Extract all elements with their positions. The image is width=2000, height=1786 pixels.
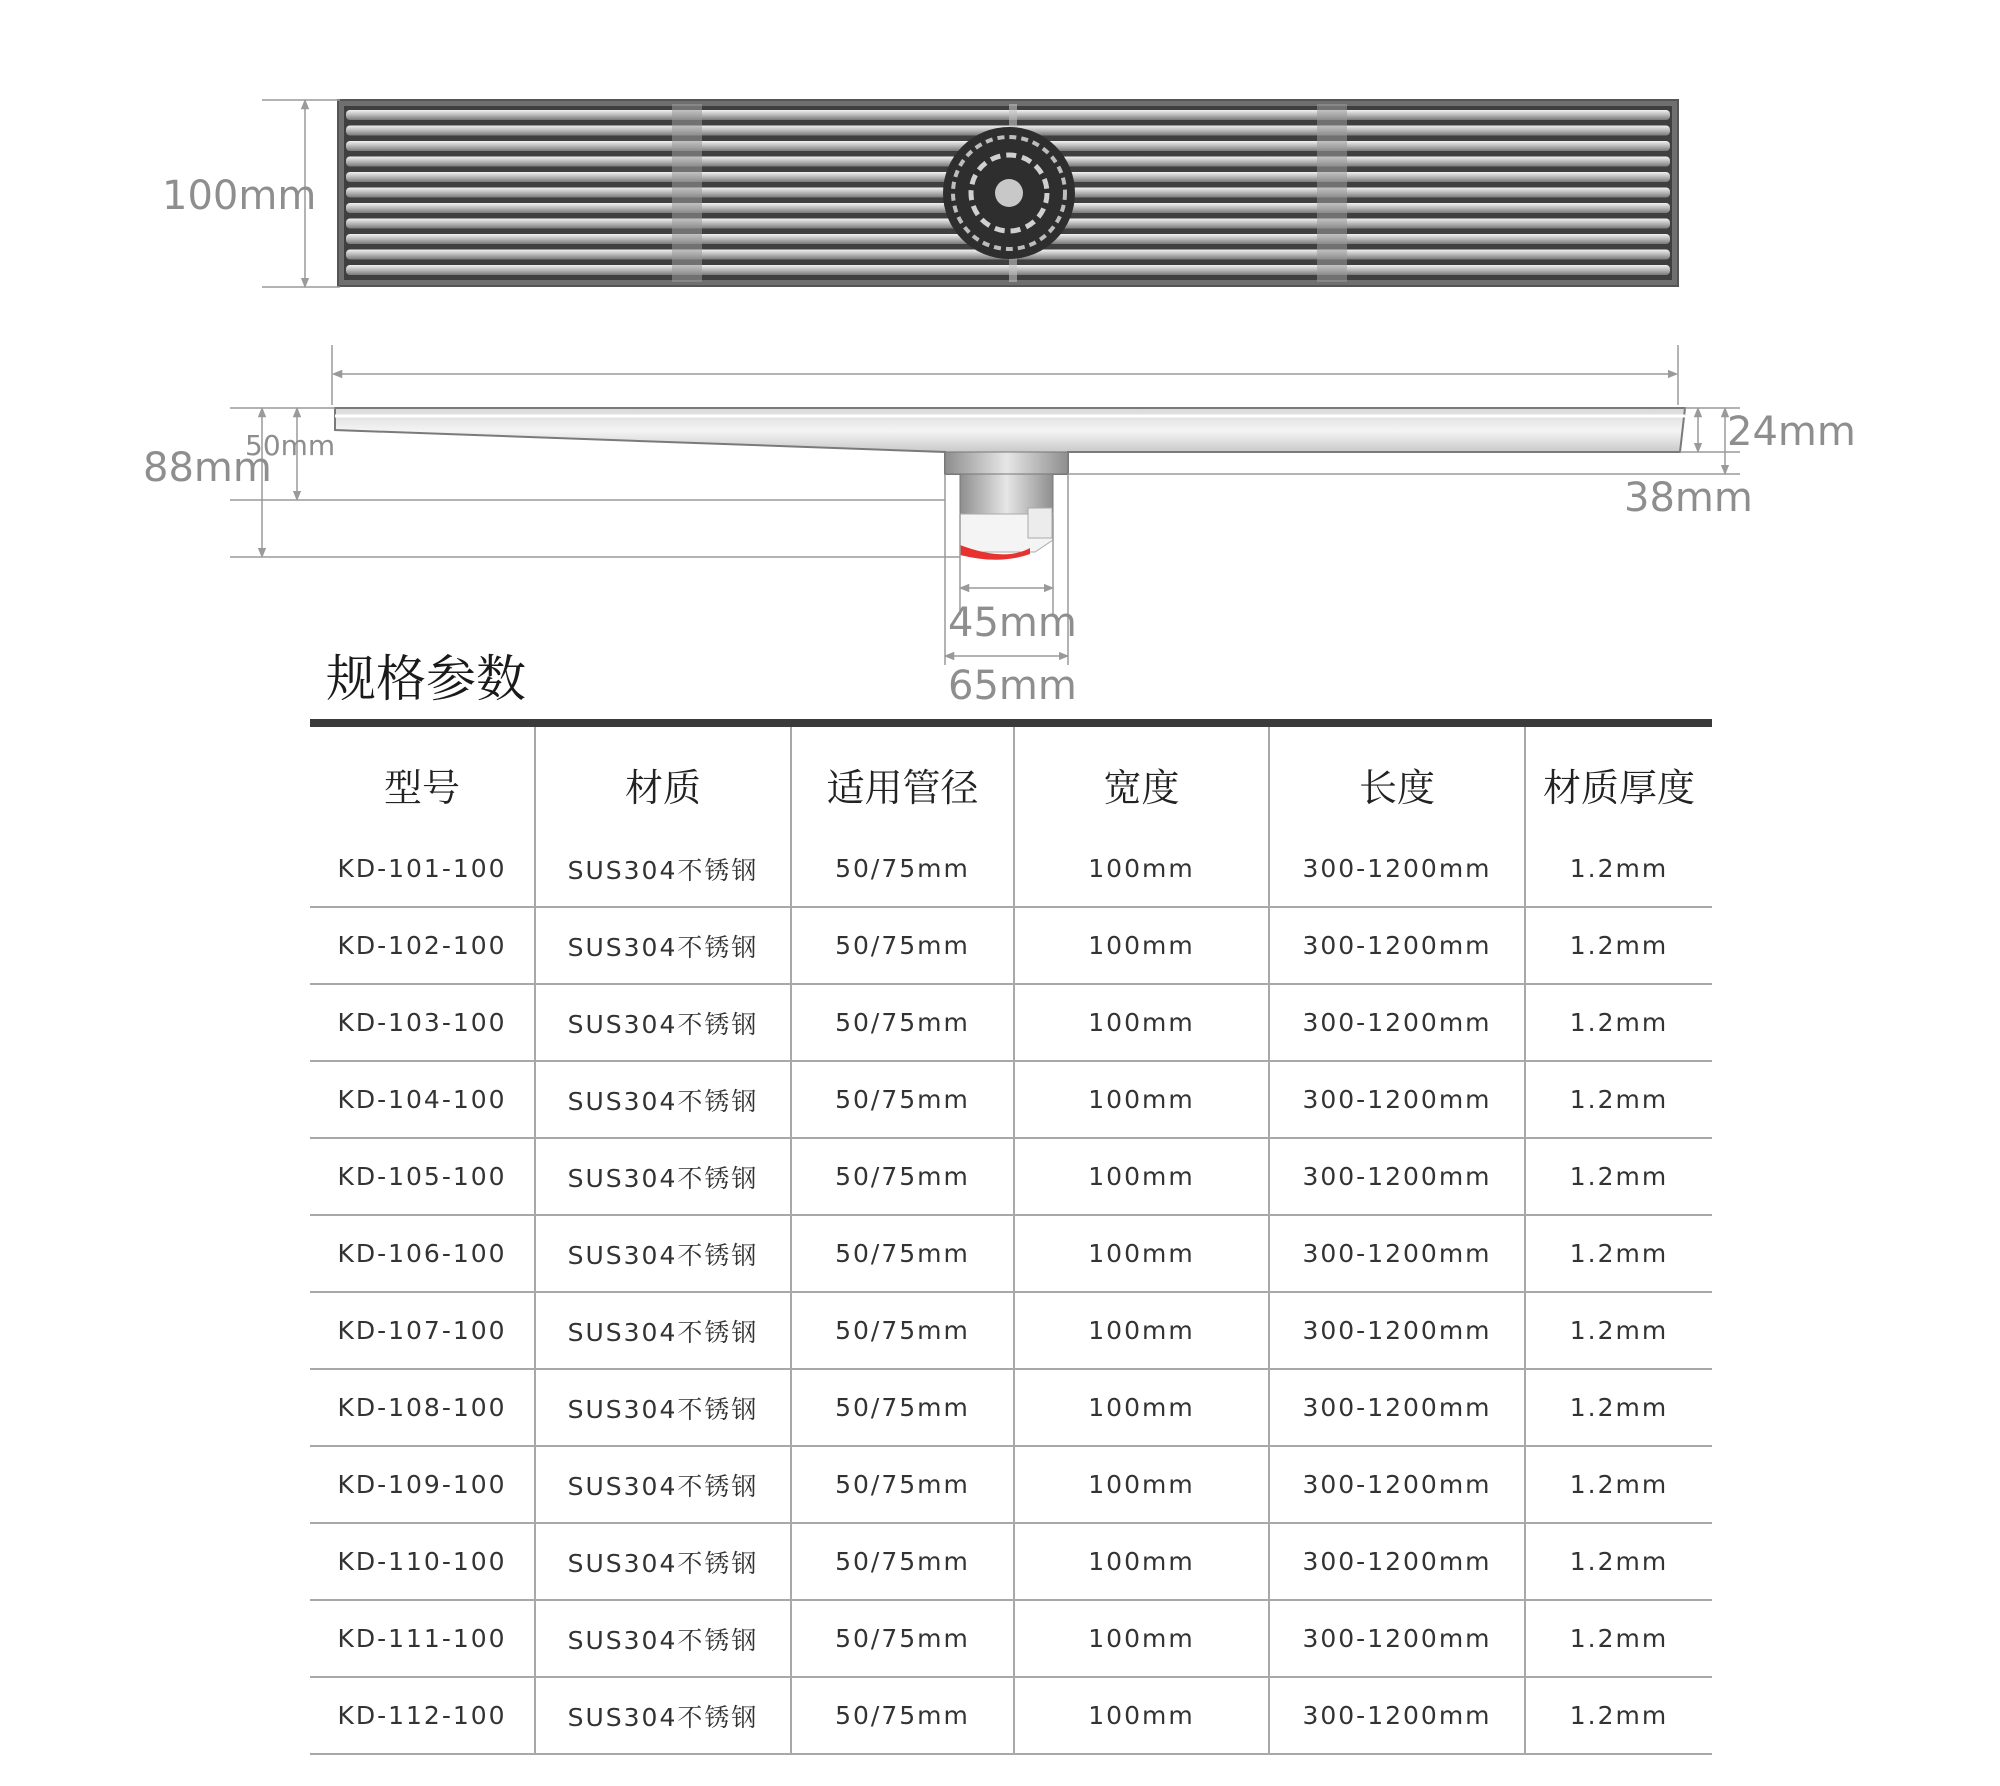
cell-length: 300-1200mm — [1269, 1292, 1525, 1369]
cell-material: SUS304不锈钢 — [535, 1677, 791, 1754]
cell-material: SUS304不锈钢 — [535, 1600, 791, 1677]
cell-model: KD-102-100 — [310, 907, 535, 984]
cell-model: KD-107-100 — [310, 1292, 535, 1369]
cell-thickness: 1.2mm — [1525, 1061, 1712, 1138]
cell-pipe-diameter: 50/75mm — [791, 1138, 1014, 1215]
cell-width: 100mm — [1014, 1677, 1269, 1754]
cell-pipe-diameter: 50/75mm — [791, 1292, 1014, 1369]
cell-model: KD-106-100 — [310, 1215, 535, 1292]
grate-bar — [346, 110, 1670, 120]
table-row — [310, 831, 1712, 907]
table-row — [310, 1677, 1712, 1754]
inner-diameter-label: 45mm — [948, 600, 1077, 646]
cell-width: 100mm — [1014, 1446, 1269, 1523]
cell-thickness: 1.2mm — [1525, 1215, 1712, 1292]
cell-thickness: 1.2mm — [1525, 907, 1712, 984]
header-width: 宽度 — [1014, 727, 1269, 831]
cell-thickness: 1.2mm — [1525, 1369, 1712, 1446]
drain-top-view — [338, 100, 1678, 286]
cell-material: SUS304不锈钢 — [535, 831, 791, 907]
spec-header-row — [310, 727, 1712, 831]
channel-depth-label: 24mm — [1727, 409, 1856, 455]
cell-pipe-diameter: 50/75mm — [791, 1061, 1014, 1138]
product-diagram — [0, 0, 2000, 700]
cell-length: 300-1200mm — [1269, 1523, 1525, 1600]
header-material: 材质 — [535, 727, 791, 831]
body-depth-label: 38mm — [1624, 475, 1753, 521]
cell-width: 100mm — [1014, 1215, 1269, 1292]
cell-length: 300-1200mm — [1269, 984, 1525, 1061]
outlet-height-label: 50mm — [245, 429, 336, 462]
cell-model: KD-103-100 — [310, 984, 535, 1061]
cell-length: 300-1200mm — [1269, 831, 1525, 907]
spec-table — [310, 727, 1712, 1755]
table-row — [310, 1369, 1712, 1446]
cell-thickness: 1.2mm — [1525, 1600, 1712, 1677]
cell-model: KD-108-100 — [310, 1369, 535, 1446]
table-row — [310, 1446, 1712, 1523]
cell-thickness: 1.2mm — [1525, 831, 1712, 907]
cell-width: 100mm — [1014, 1369, 1269, 1446]
cell-material: SUS304不锈钢 — [535, 1446, 791, 1523]
table-row — [310, 1215, 1712, 1292]
cell-pipe-diameter: 50/75mm — [791, 1446, 1014, 1523]
cell-width: 100mm — [1014, 1523, 1269, 1600]
cell-thickness: 1.2mm — [1525, 1677, 1712, 1754]
cell-width: 100mm — [1014, 1061, 1269, 1138]
cell-thickness: 1.2mm — [1525, 1446, 1712, 1523]
cell-width: 100mm — [1014, 907, 1269, 984]
cell-model: KD-110-100 — [310, 1523, 535, 1600]
cell-material: SUS304不锈钢 — [535, 1138, 791, 1215]
cell-material: SUS304不锈钢 — [535, 1523, 791, 1600]
cell-width: 100mm — [1014, 1138, 1269, 1215]
cell-length: 300-1200mm — [1269, 1215, 1525, 1292]
table-row — [310, 1061, 1712, 1138]
cell-model: KD-109-100 — [310, 1446, 535, 1523]
cell-length: 300-1200mm — [1269, 907, 1525, 984]
cell-material: SUS304不锈钢 — [535, 984, 791, 1061]
cell-thickness: 1.2mm — [1525, 1523, 1712, 1600]
cell-length: 300-1200mm — [1269, 1138, 1525, 1215]
cell-width: 100mm — [1014, 1292, 1269, 1369]
cell-pipe-diameter: 50/75mm — [791, 1369, 1014, 1446]
table-row — [310, 1292, 1712, 1369]
cell-pipe-diameter: 50/75mm — [791, 1677, 1014, 1754]
cell-model: KD-104-100 — [310, 1061, 535, 1138]
table-row — [310, 907, 1712, 984]
cell-length: 300-1200mm — [1269, 1446, 1525, 1523]
table-row — [310, 1523, 1712, 1600]
cell-pipe-diameter: 50/75mm — [791, 907, 1014, 984]
table-row — [310, 1600, 1712, 1677]
header-pipe-diameter: 适用管径 — [791, 727, 1014, 831]
cell-material: SUS304不锈钢 — [535, 1061, 791, 1138]
cell-thickness: 1.2mm — [1525, 1138, 1712, 1215]
cell-pipe-diameter: 50/75mm — [791, 1215, 1014, 1292]
cell-length: 300-1200mm — [1269, 1061, 1525, 1138]
grate-bar — [346, 265, 1670, 275]
spec-title-bar — [310, 719, 1712, 727]
cell-length: 300-1200mm — [1269, 1369, 1525, 1446]
cell-pipe-diameter: 50/75mm — [791, 1600, 1014, 1677]
cell-width: 100mm — [1014, 831, 1269, 907]
header-length: 长度 — [1269, 727, 1525, 831]
total-height-label: 88mm — [143, 445, 272, 491]
cell-material: SUS304不锈钢 — [535, 1215, 791, 1292]
cell-pipe-diameter: 50/75mm — [791, 1523, 1014, 1600]
cell-pipe-diameter: 50/75mm — [791, 831, 1014, 907]
table-row — [310, 1138, 1712, 1215]
cell-thickness: 1.2mm — [1525, 984, 1712, 1061]
table-row — [310, 984, 1712, 1061]
header-model: 型号 — [383, 765, 460, 810]
cell-material: SUS304不锈钢 — [535, 1292, 791, 1369]
spec-title: 规格参数 — [326, 650, 526, 708]
cell-model: KD-105-100 — [310, 1138, 535, 1215]
outer-diameter-label: 65mm — [948, 663, 1077, 709]
cell-length: 300-1200mm — [1269, 1600, 1525, 1677]
header-thickness: 材质厚度 — [1525, 727, 1712, 831]
cell-material: SUS304不锈钢 — [535, 1369, 791, 1446]
drain-strainer — [943, 127, 1075, 259]
cell-material: SUS304不锈钢 — [535, 907, 791, 984]
cell-model: KD-101-100 — [310, 831, 535, 907]
width-label: 100mm — [162, 173, 317, 219]
cell-width: 100mm — [1014, 1600, 1269, 1677]
cell-length: 300-1200mm — [1269, 1677, 1525, 1754]
drain-side-view — [335, 408, 1685, 560]
cell-model: KD-112-100 — [310, 1677, 535, 1754]
cell-pipe-diameter: 50/75mm — [791, 984, 1014, 1061]
cell-model: KD-111-100 — [310, 1600, 535, 1677]
cell-thickness: 1.2mm — [1525, 1292, 1712, 1369]
cell-width: 100mm — [1014, 984, 1269, 1061]
